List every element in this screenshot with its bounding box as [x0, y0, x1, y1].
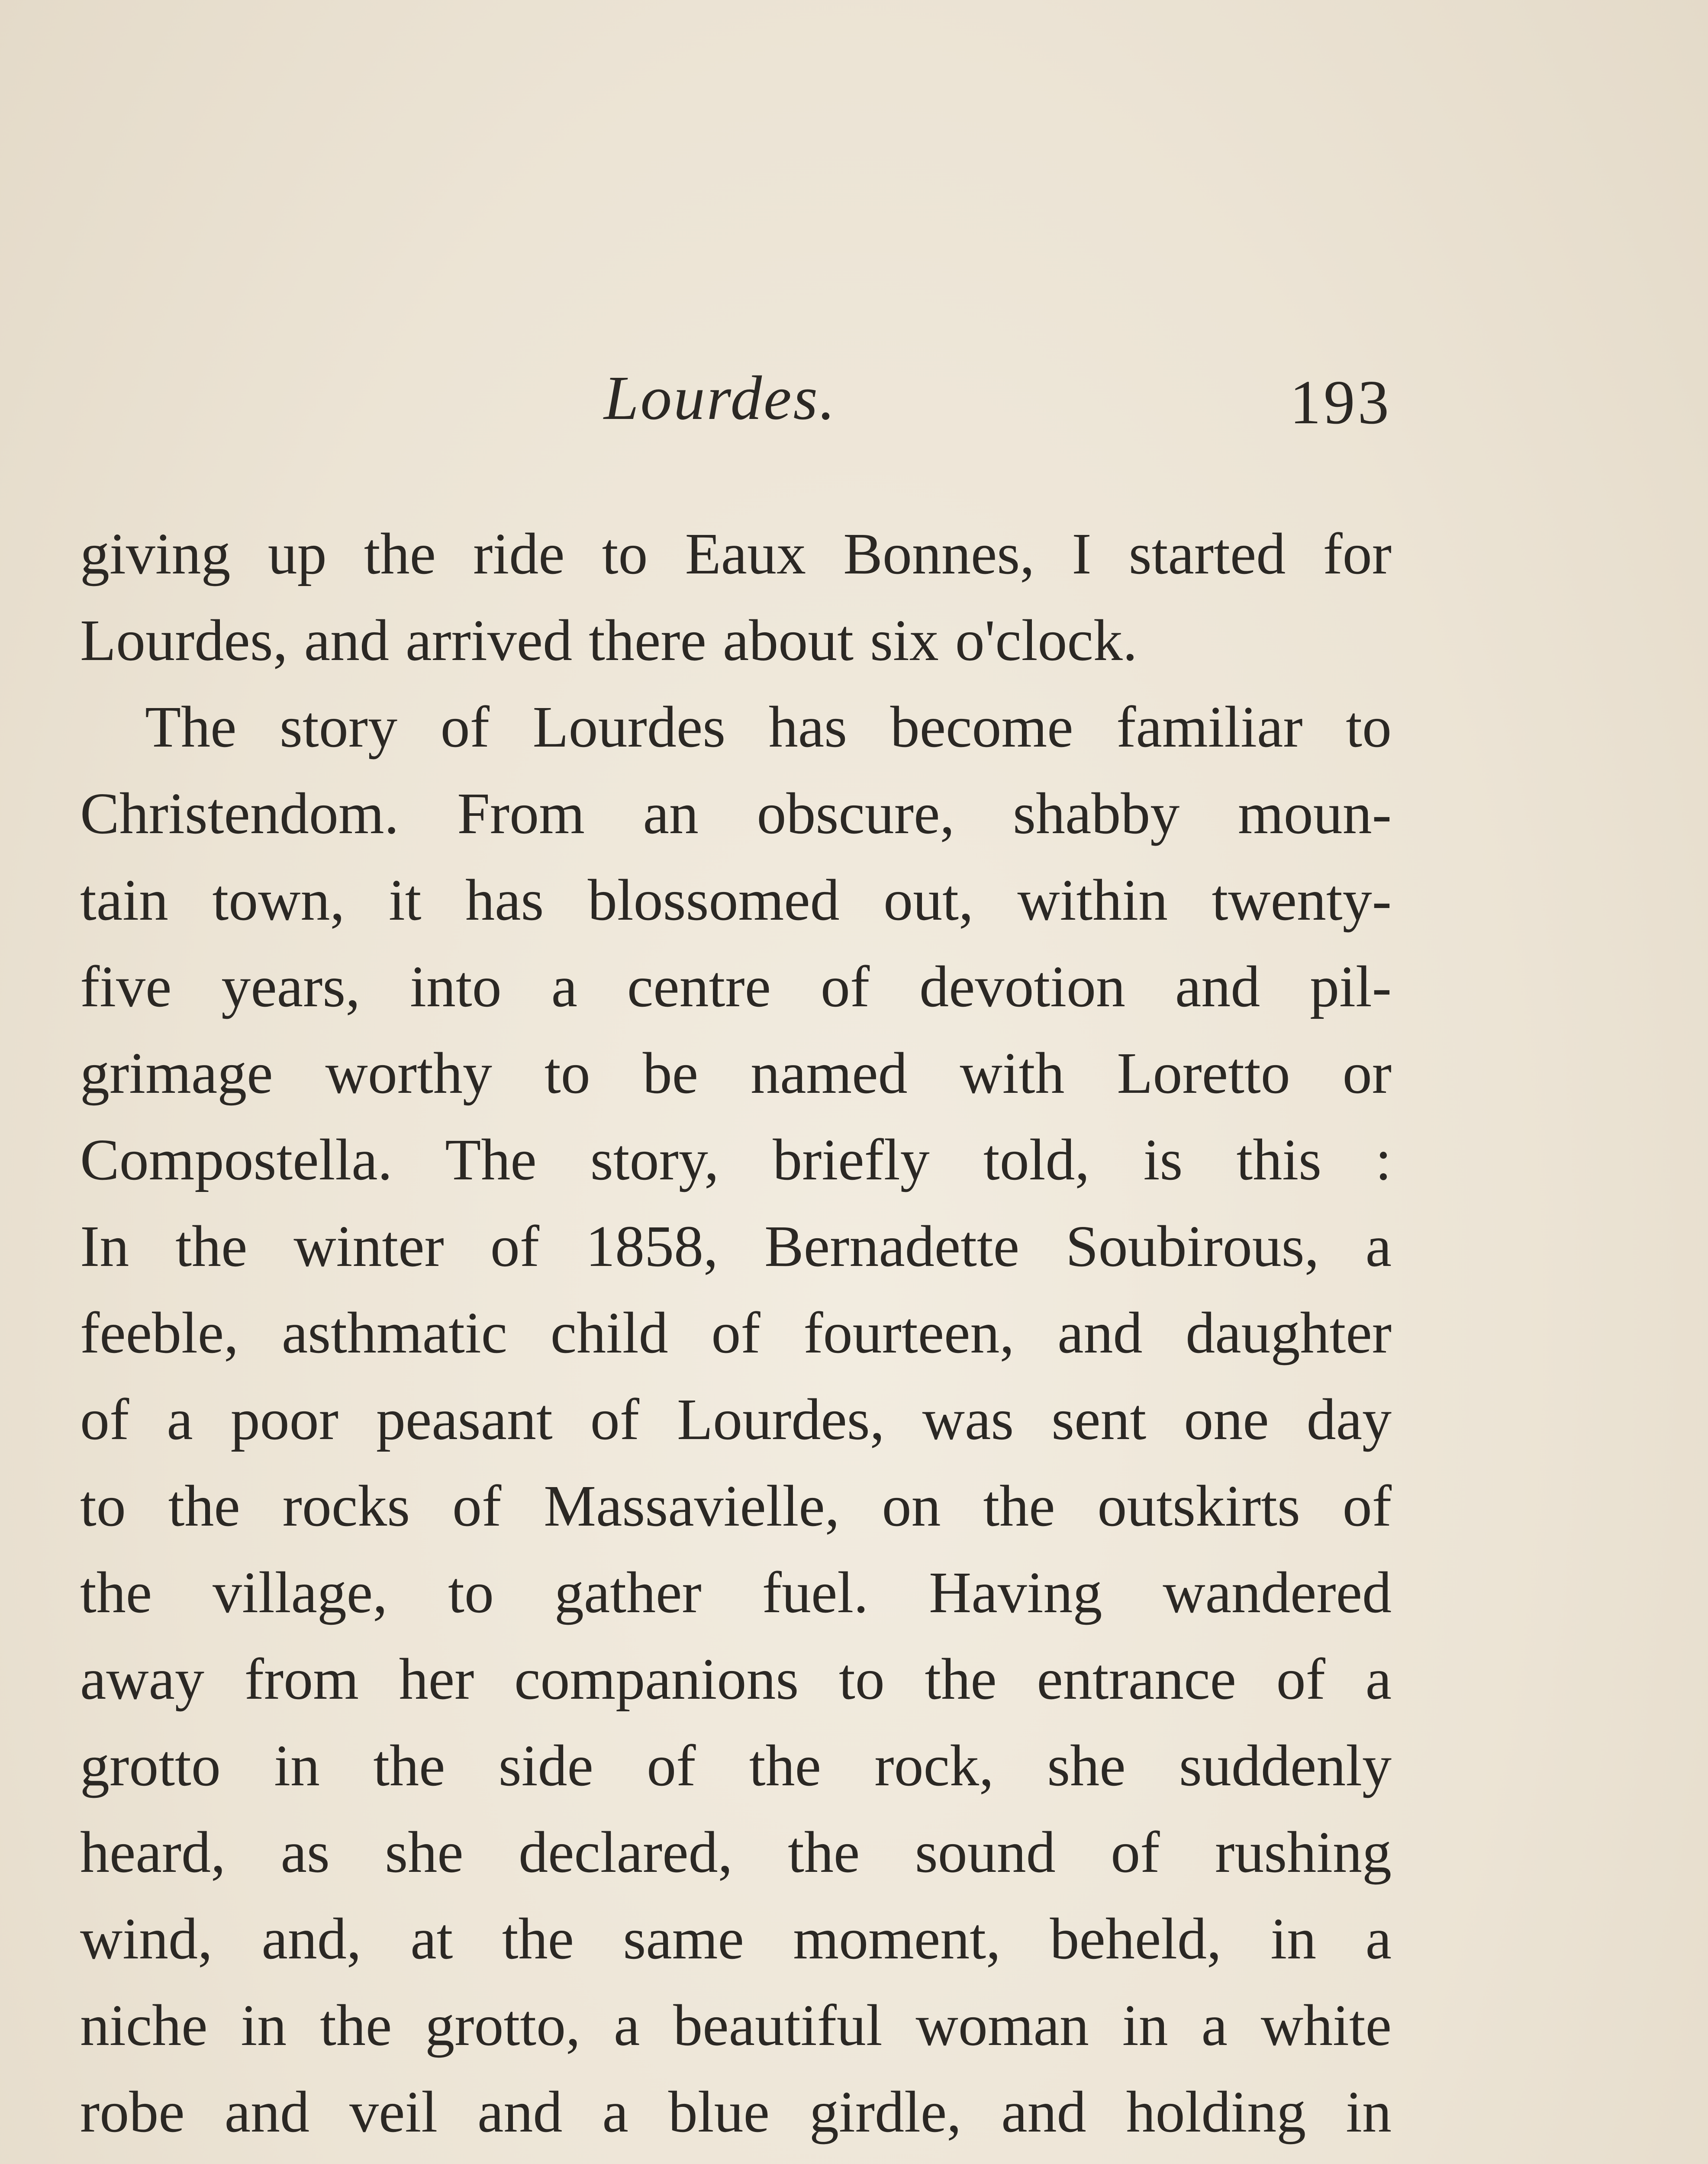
text-line: away from her companions to the entrance of a [80, 1647, 1392, 1712]
text-line: of a poor peasant of Lourdes, was sent one day [80, 1387, 1392, 1452]
text-line: tain town, it has blossomed out, within twenty- [80, 868, 1392, 933]
body-text [80, 511, 1392, 2164]
text-line: Compostella. The story, briefly told, is this : [80, 1127, 1392, 1192]
text-line: grimage worthy to be named with Loretto or [80, 1041, 1392, 1106]
text-line: feeble, asthmatic child of fourteen, and daughter [80, 1301, 1392, 1365]
text-line: niche in the grotto, a beautiful woman in a white [80, 1993, 1392, 2058]
text-line: In the winter of 1858, Bernadette Soubirous, a [80, 1214, 1392, 1279]
text-line: to the rocks of Massavielle, on the outskirts of [80, 1474, 1392, 1539]
text-line: heard, as she declared, the sound of rushing [80, 1820, 1392, 1885]
text-line: grotto in the side of the rock, she suddenly [80, 1733, 1392, 1798]
text-line: five years, into a centre of devotion and pil- [80, 954, 1392, 1019]
page-number: 193 [1289, 368, 1392, 437]
text-line: robe and veil and a blue girdle, and holding in [80, 2080, 1392, 2145]
text-line: giving up the ride to Eaux Bonnes, I started for [80, 522, 1392, 586]
running-head [80, 359, 1392, 437]
text-line: The story of Lourdes has become familiar to [145, 695, 1392, 760]
text-line [80, 2155, 1392, 2164]
text-line: the village, to gather fuel. Having wandered [80, 1560, 1392, 1625]
text-line: wind, and, at the same moment, beheld, in a [80, 1906, 1392, 1971]
running-title: Lourdes. [604, 364, 837, 433]
text-line: Christendom. From an obscure, shabby moun- [80, 781, 1392, 846]
text-line: Lourdes, and arrived there about six o'clock. [80, 608, 1138, 673]
